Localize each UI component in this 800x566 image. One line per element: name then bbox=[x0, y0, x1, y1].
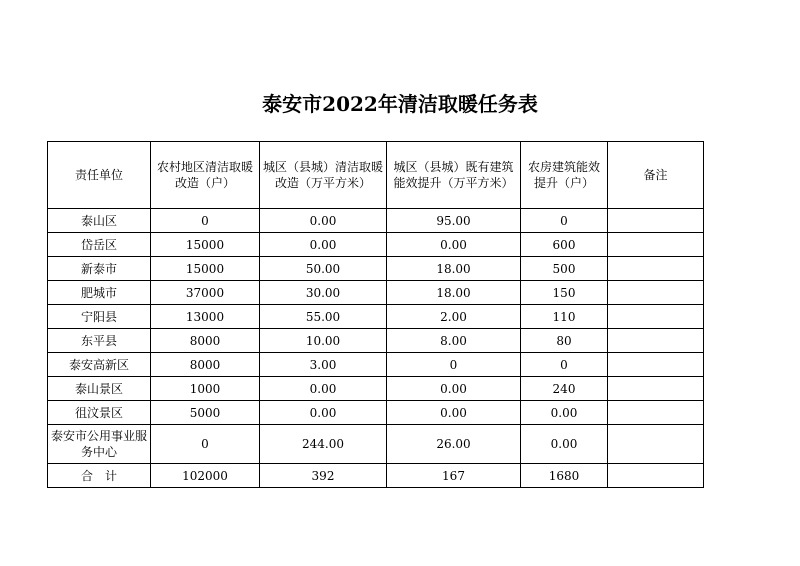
farm-cell: 0 bbox=[521, 353, 608, 377]
urban-cell: 0.00 bbox=[260, 233, 387, 257]
existing-cell: 0 bbox=[387, 353, 521, 377]
existing-cell: 0.00 bbox=[387, 401, 521, 425]
total-row bbox=[48, 464, 704, 488]
page-title: 泰安市2022年清洁取暖任务表 bbox=[262, 92, 538, 116]
note-cell bbox=[608, 257, 704, 281]
rural-cell: 1000 bbox=[151, 377, 260, 401]
header-farmhouse-efficiency: 农房建筑能效提升（户） bbox=[521, 142, 608, 209]
farm-cell: 600 bbox=[521, 233, 608, 257]
farm-cell: 80 bbox=[521, 329, 608, 353]
urban-cell: 30.00 bbox=[260, 281, 387, 305]
task-table bbox=[47, 141, 704, 488]
note-cell bbox=[608, 425, 704, 464]
farm-cell: 0.00 bbox=[521, 401, 608, 425]
urban-cell: 392 bbox=[260, 464, 387, 488]
rural-cell: 102000 bbox=[151, 464, 260, 488]
table-row bbox=[48, 281, 704, 305]
existing-cell: 8.00 bbox=[387, 329, 521, 353]
note-cell bbox=[608, 329, 704, 353]
unit-cell: 泰安市公用事业服务中心 bbox=[48, 425, 151, 464]
note-cell bbox=[608, 281, 704, 305]
existing-cell: 18.00 bbox=[387, 281, 521, 305]
existing-cell: 0.00 bbox=[387, 377, 521, 401]
farm-cell: 1680 bbox=[521, 464, 608, 488]
farm-cell: 110 bbox=[521, 305, 608, 329]
rural-cell: 8000 bbox=[151, 329, 260, 353]
farm-cell: 0.00 bbox=[521, 425, 608, 464]
table-row bbox=[48, 425, 704, 464]
table-row bbox=[48, 401, 704, 425]
note-cell bbox=[608, 401, 704, 425]
table-row bbox=[48, 233, 704, 257]
unit-cell: 新泰市 bbox=[48, 257, 151, 281]
unit-cell: 岱岳区 bbox=[48, 233, 151, 257]
urban-cell: 10.00 bbox=[260, 329, 387, 353]
urban-cell: 0.00 bbox=[260, 377, 387, 401]
table-row bbox=[48, 209, 704, 233]
unit-cell: 泰安高新区 bbox=[48, 353, 151, 377]
unit-cell: 肥城市 bbox=[48, 281, 151, 305]
farm-cell: 0 bbox=[521, 209, 608, 233]
farm-cell: 500 bbox=[521, 257, 608, 281]
header-rural-clean-heating: 农村地区清洁取暖改造（户） bbox=[151, 142, 260, 209]
table-row bbox=[48, 257, 704, 281]
farm-cell: 150 bbox=[521, 281, 608, 305]
rural-cell: 15000 bbox=[151, 257, 260, 281]
note-cell bbox=[608, 209, 704, 233]
existing-cell: 2.00 bbox=[387, 305, 521, 329]
note-cell bbox=[608, 353, 704, 377]
urban-cell: 0.00 bbox=[260, 401, 387, 425]
rural-cell: 8000 bbox=[151, 353, 260, 377]
note-cell bbox=[608, 464, 704, 488]
existing-cell: 95.00 bbox=[387, 209, 521, 233]
rural-cell: 5000 bbox=[151, 401, 260, 425]
table-row bbox=[48, 353, 704, 377]
table-row bbox=[48, 329, 704, 353]
table-row bbox=[48, 305, 704, 329]
header-responsible-unit: 责任单位 bbox=[48, 142, 151, 209]
urban-cell: 244.00 bbox=[260, 425, 387, 464]
urban-cell: 55.00 bbox=[260, 305, 387, 329]
table-row bbox=[48, 377, 704, 401]
existing-cell: 0.00 bbox=[387, 233, 521, 257]
unit-cell: 合 计 bbox=[48, 464, 151, 488]
rural-cell: 37000 bbox=[151, 281, 260, 305]
existing-cell: 26.00 bbox=[387, 425, 521, 464]
urban-cell: 0.00 bbox=[260, 209, 387, 233]
unit-cell: 东平县 bbox=[48, 329, 151, 353]
rural-cell: 13000 bbox=[151, 305, 260, 329]
note-cell bbox=[608, 377, 704, 401]
existing-cell: 18.00 bbox=[387, 257, 521, 281]
header-remarks: 备注 bbox=[608, 142, 704, 209]
note-cell bbox=[608, 305, 704, 329]
unit-cell: 宁阳县 bbox=[48, 305, 151, 329]
existing-cell: 167 bbox=[387, 464, 521, 488]
urban-cell: 50.00 bbox=[260, 257, 387, 281]
header-urban-clean-heating: 城区（县城）清洁取暖改造（万平方米） bbox=[260, 142, 387, 209]
farm-cell: 240 bbox=[521, 377, 608, 401]
rural-cell: 0 bbox=[151, 425, 260, 464]
rural-cell: 0 bbox=[151, 209, 260, 233]
header-existing-building-efficiency: 城区（县城）既有建筑能效提升（万平方米） bbox=[387, 142, 521, 209]
note-cell bbox=[608, 233, 704, 257]
unit-cell: 泰山景区 bbox=[48, 377, 151, 401]
unit-cell: 泰山区 bbox=[48, 209, 151, 233]
urban-cell: 3.00 bbox=[260, 353, 387, 377]
unit-cell: 徂汶景区 bbox=[48, 401, 151, 425]
table-header-row bbox=[48, 142, 704, 209]
rural-cell: 15000 bbox=[151, 233, 260, 257]
